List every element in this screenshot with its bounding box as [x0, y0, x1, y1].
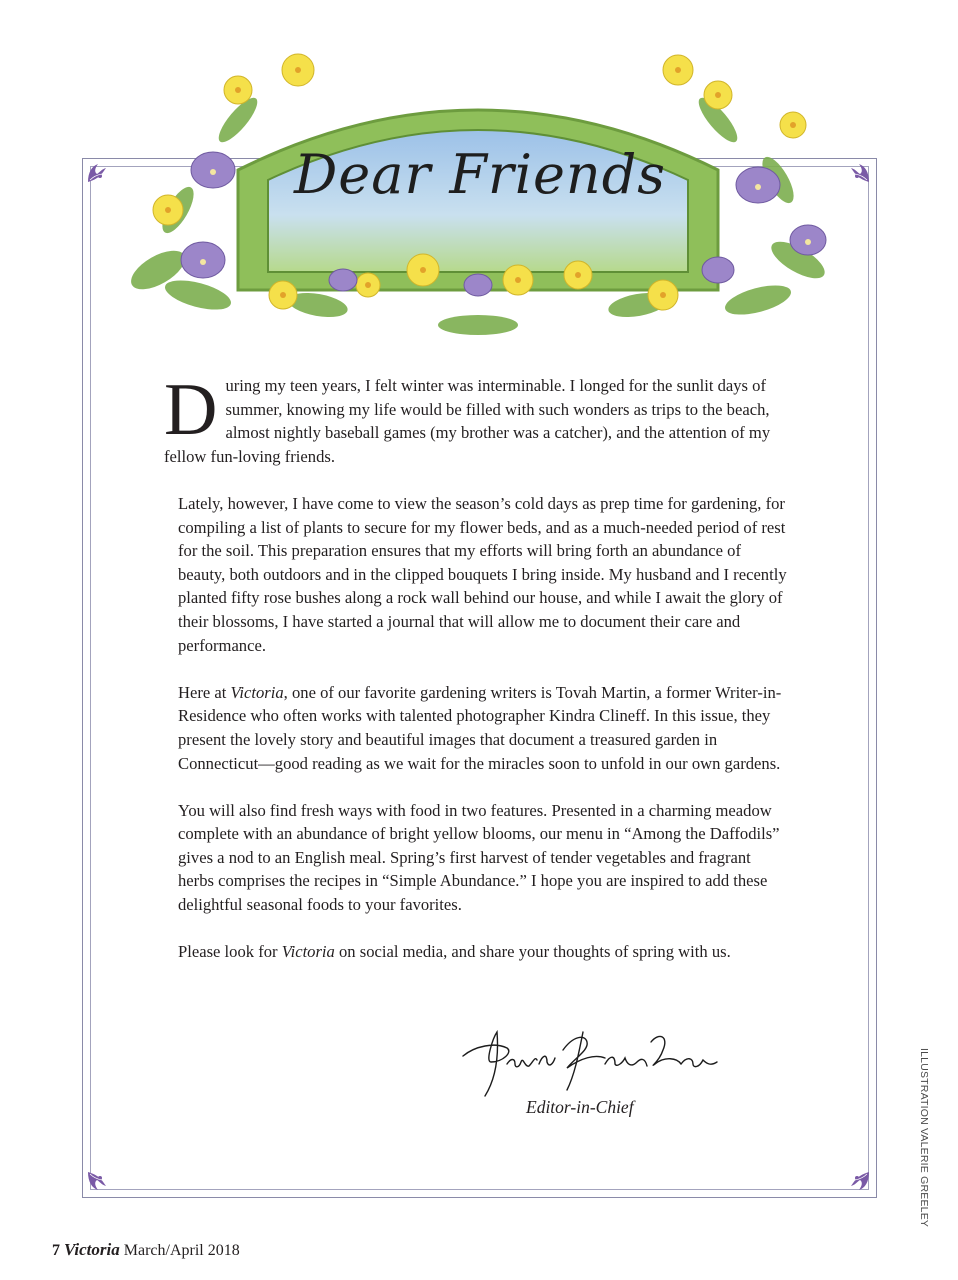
paragraph-text: on social media, and share your thoughts of spring with us. [334, 942, 731, 962]
page-folio [52, 1240, 240, 1260]
page-number: 7 [52, 1242, 60, 1259]
letter-body [164, 369, 790, 987]
corner-ornament-icon [84, 1168, 110, 1194]
magazine-name-italic: Victoria [230, 682, 284, 702]
handwritten-signature [455, 1028, 725, 1100]
header-title: Dear Friends [294, 143, 666, 206]
signature-title: Editor-in-Chief [526, 1097, 634, 1117]
paragraph-text: , one of our favorite gardening writers is Tovah Martin, a former Writer-in-Residence who often works with talented photographer Kindra Clineff. In this issue, they present the lovely story and beautiful images that document a treasured garden in Connecticut—good reading as we wait for the miracles soon to unfold in our own gardens. [178, 682, 782, 773]
magazine-name: Victoria [64, 1240, 120, 1259]
drop-cap: D [164, 369, 218, 451]
letter-paragraph: You will also find fresh ways with food in two features. Presented in a charming meadow complete with an abundance of bright yellow blooms, our menu in “Among the Daffodils” gives a nod to an English meal. Spring’s first harvest of tender vegetables and fragrant herbs comprises the recipes in “Simple Abundance.” I hope you are inspired to add these delightful seasonal foods to your favorites. [178, 800, 780, 915]
letter-paragraph [164, 369, 790, 468]
paragraph-text: Please look for [178, 942, 282, 962]
corner-ornament-icon [847, 1168, 873, 1194]
magazine-name-italic: Victoria [281, 942, 335, 962]
issue-date: March/April 2018 [123, 1242, 240, 1259]
letter-paragraph [178, 681, 790, 775]
paragraph-text: Here at [178, 682, 231, 702]
corner-ornament-icon [84, 160, 110, 186]
paragraph-text: uring my teen years, I felt winter was interminable. I longed for the sunlit days of summer, knowing my life would be filled with such wonders as trips to the beach, almost nightly baseball games (my brother was a catcher), and the attention of my fellow fun-loving friends. [164, 376, 771, 466]
corner-ornament-icon [847, 160, 873, 186]
letter-paragraph [178, 940, 790, 964]
letter-paragraph: Lately, however, I have come to view the season’s cold days as prep time for gardening, for compiling a list of plants to secure for my flower beds, and as a much-needed period of rest for the soil. This preparation ensures that my efforts will bring forth an abundance of beauty, both outdoors and in the clipped bouquets I bring inside. My husband and I recently planted fifty rose bushes along a rock wall behind our house, and while I await the glory of their blossoms, I have started a journal that will allow me to document their care and performance. [178, 493, 787, 655]
illustration-credit: ILLUSTRATION VALERIE GREELEY [918, 1048, 930, 1228]
